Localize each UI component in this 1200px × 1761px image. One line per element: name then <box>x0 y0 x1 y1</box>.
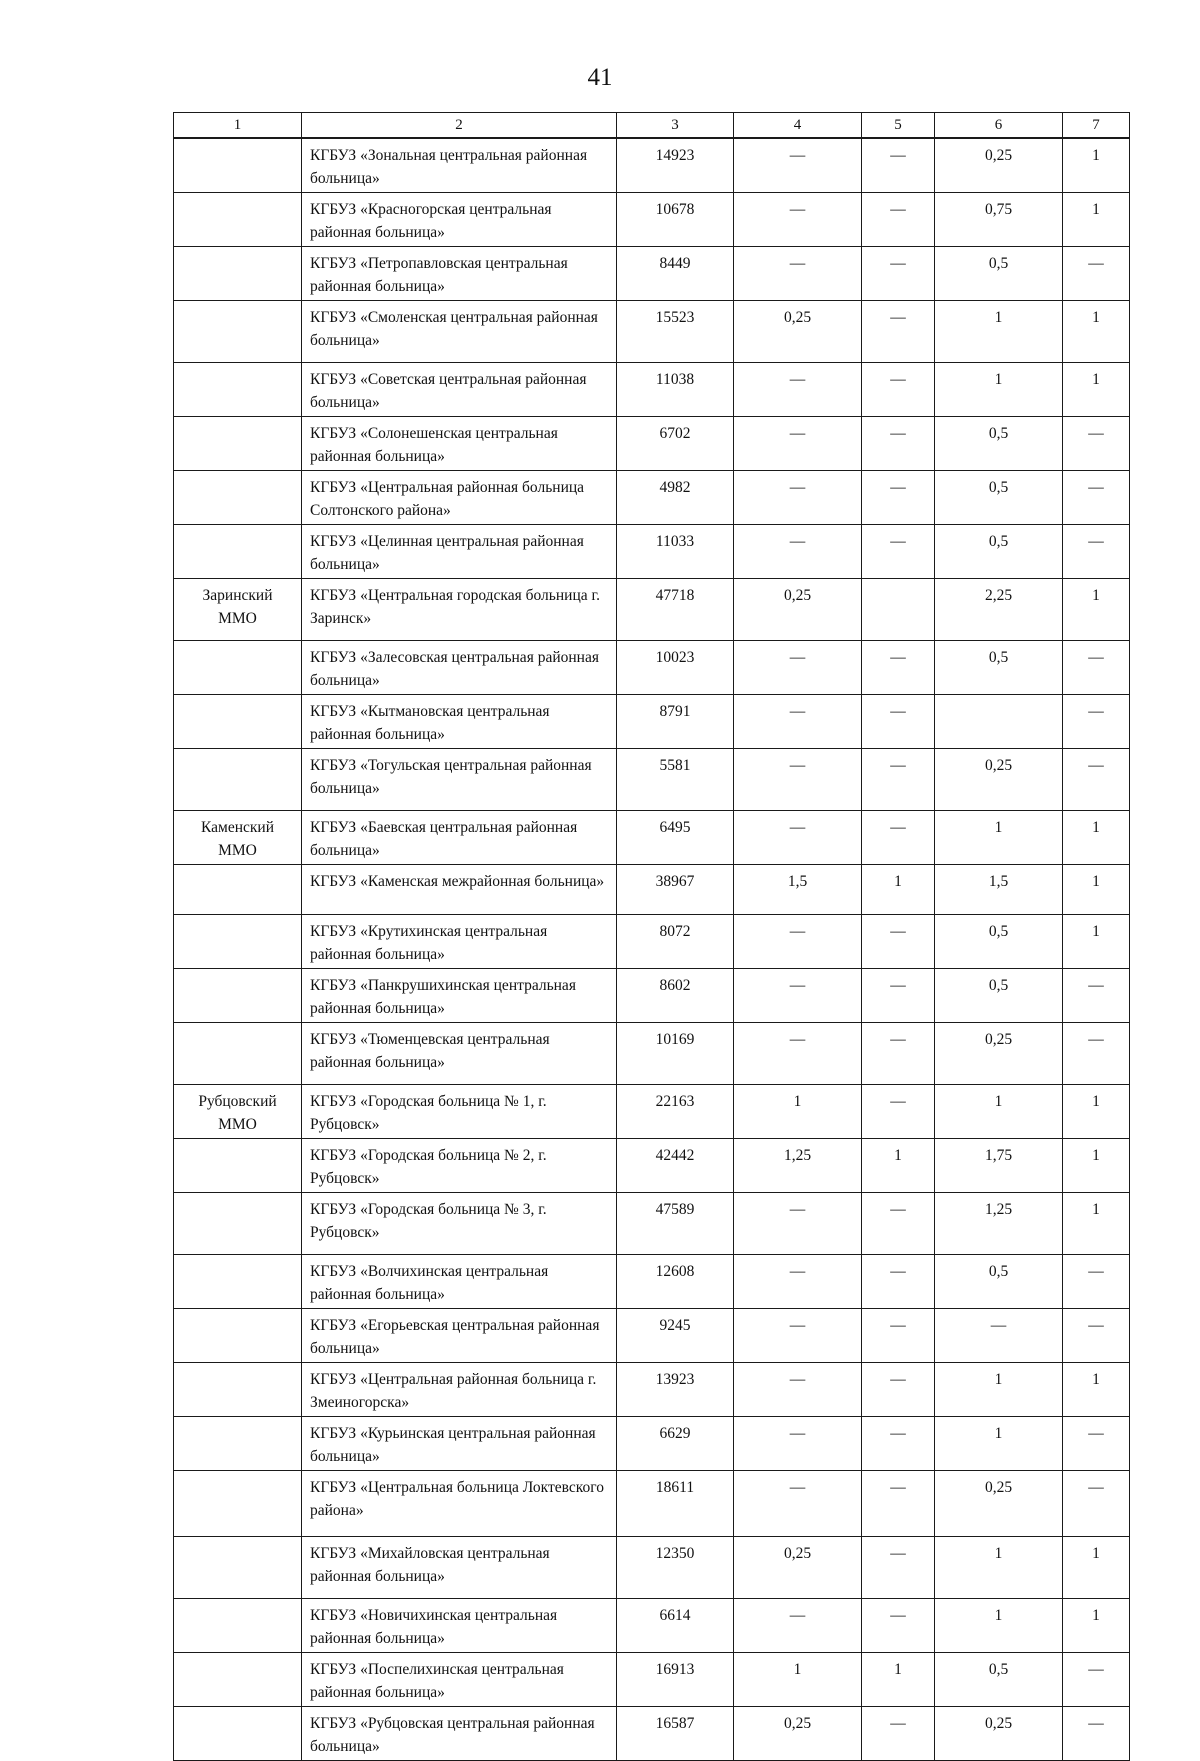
column-4-cell: 1 <box>734 1085 862 1139</box>
column-5-cell: — <box>862 641 935 695</box>
column-6-cell: 0,5 <box>935 1653 1063 1707</box>
column-6-cell: 0,5 <box>935 915 1063 969</box>
column-7-cell: — <box>1063 525 1130 579</box>
column-6-cell: 1 <box>935 1085 1063 1139</box>
district-cell: Рубцовский ММО <box>174 1085 302 1139</box>
population-cell: 10678 <box>617 193 734 247</box>
population-cell: 6702 <box>617 417 734 471</box>
column-5-cell: — <box>862 525 935 579</box>
population-cell: 6629 <box>617 1417 734 1471</box>
column-7-cell: 1 <box>1063 811 1130 865</box>
population-cell: 10023 <box>617 641 734 695</box>
column-6-cell: 0,5 <box>935 969 1063 1023</box>
column-6-cell: 1 <box>935 1417 1063 1471</box>
column-4-cell: 1,5 <box>734 865 862 915</box>
district-cell <box>174 1255 302 1309</box>
column-5-cell: — <box>862 1363 935 1417</box>
district-cell <box>174 1193 302 1255</box>
institution-name-cell: КГБУЗ «Красногорская центральная районная больница» <box>302 193 617 247</box>
column-5-cell: — <box>862 1417 935 1471</box>
district-cell <box>174 865 302 915</box>
column-6-cell: 0,5 <box>935 641 1063 695</box>
district-cell <box>174 1707 302 1761</box>
district-cell <box>174 1537 302 1599</box>
column-6-cell: 0,5 <box>935 1255 1063 1309</box>
institution-name-cell: КГБУЗ «Михайловская центральная районная больница» <box>302 1537 617 1599</box>
table-row <box>174 1537 1130 1599</box>
column-7-cell: 1 <box>1063 1139 1130 1193</box>
page-number: 41 <box>587 64 613 91</box>
column-5-cell: — <box>862 915 935 969</box>
column-header: 3 <box>617 113 734 139</box>
column-4-cell: — <box>734 811 862 865</box>
district-cell <box>174 695 302 749</box>
population-cell: 47589 <box>617 1193 734 1255</box>
column-header: 1 <box>174 113 302 139</box>
institution-name-cell: КГБУЗ «Каменская межрайонная больница» <box>302 865 617 915</box>
institution-name-cell: КГБУЗ «Центральная городская больница г. Заринск» <box>302 579 617 641</box>
table-row <box>174 1599 1130 1653</box>
column-5-cell: — <box>862 1193 935 1255</box>
column-7-cell: 1 <box>1063 1085 1130 1139</box>
column-header: 7 <box>1063 113 1130 139</box>
table-row <box>174 641 1130 695</box>
district-cell: Заринский ММО <box>174 579 302 641</box>
table-row <box>174 417 1130 471</box>
column-6-cell: 1,75 <box>935 1139 1063 1193</box>
column-6-cell: 1 <box>935 1363 1063 1417</box>
column-4-cell: 0,25 <box>734 579 862 641</box>
column-7-cell: — <box>1063 417 1130 471</box>
institution-name-cell: КГБУЗ «Залесовская центральная районная больница» <box>302 641 617 695</box>
column-4-cell: — <box>734 247 862 301</box>
column-5-cell: — <box>862 749 935 811</box>
institution-name-cell: КГБУЗ «Егорьевская центральная районная больница» <box>302 1309 617 1363</box>
institution-name-cell: КГБУЗ «Тюменцевская центральная районная больница» <box>302 1023 617 1085</box>
population-cell: 18611 <box>617 1471 734 1537</box>
table-row <box>174 969 1130 1023</box>
column-7-cell: — <box>1063 1309 1130 1363</box>
institution-name-cell: КГБУЗ «Крутихинская центральная районная больница» <box>302 915 617 969</box>
hospital-table <box>173 112 1130 1761</box>
institution-name-cell: КГБУЗ «Советская центральная районная больница» <box>302 363 617 417</box>
column-header: 4 <box>734 113 862 139</box>
table-row <box>174 471 1130 525</box>
population-cell: 13923 <box>617 1363 734 1417</box>
column-4-cell: 0,25 <box>734 1537 862 1599</box>
column-7-cell: — <box>1063 1653 1130 1707</box>
column-7-cell: — <box>1063 1707 1130 1761</box>
population-cell: 9245 <box>617 1309 734 1363</box>
column-4-cell: — <box>734 1255 862 1309</box>
column-5-cell: — <box>862 301 935 363</box>
column-4-cell: — <box>734 1309 862 1363</box>
column-7-cell: — <box>1063 1255 1130 1309</box>
table-row <box>174 301 1130 363</box>
population-cell: 12350 <box>617 1537 734 1599</box>
table-row <box>174 247 1130 301</box>
population-cell: 16913 <box>617 1653 734 1707</box>
column-5-cell: 1 <box>862 1653 935 1707</box>
institution-name-cell: КГБУЗ «Рубцовская центральная районная больница» <box>302 1707 617 1761</box>
column-7-cell: — <box>1063 471 1130 525</box>
column-5-cell: — <box>862 1255 935 1309</box>
district-cell <box>174 969 302 1023</box>
column-6-cell: — <box>935 1309 1063 1363</box>
column-5-cell: — <box>862 811 935 865</box>
column-5-cell: — <box>862 1599 935 1653</box>
column-6-cell: 0,25 <box>935 138 1063 193</box>
district-cell <box>174 193 302 247</box>
column-4-cell: 0,25 <box>734 1707 862 1761</box>
column-7-cell: 1 <box>1063 579 1130 641</box>
column-5-cell: — <box>862 1085 935 1139</box>
table-row <box>174 695 1130 749</box>
column-4-cell: — <box>734 363 862 417</box>
column-6-cell: 0,25 <box>935 1707 1063 1761</box>
column-4-cell: — <box>734 915 862 969</box>
column-5-cell: — <box>862 969 935 1023</box>
column-6-cell: 0,25 <box>935 1471 1063 1537</box>
column-6-cell: 0,5 <box>935 417 1063 471</box>
column-4-cell: — <box>734 969 862 1023</box>
column-7-cell: 1 <box>1063 193 1130 247</box>
column-5-cell: — <box>862 138 935 193</box>
institution-name-cell: КГБУЗ «Курьинская центральная районная больница» <box>302 1417 617 1471</box>
table-row <box>174 1085 1130 1139</box>
column-5-cell: 1 <box>862 865 935 915</box>
column-6-cell: 0,5 <box>935 525 1063 579</box>
district-cell <box>174 1599 302 1653</box>
column-5-cell: — <box>862 193 935 247</box>
column-7-cell: — <box>1063 1417 1130 1471</box>
district-cell <box>174 1023 302 1085</box>
column-5-cell: — <box>862 363 935 417</box>
population-cell: 8791 <box>617 695 734 749</box>
population-cell: 8072 <box>617 915 734 969</box>
table-row <box>174 811 1130 865</box>
table-row <box>174 1139 1130 1193</box>
column-6-cell: 0,25 <box>935 1023 1063 1085</box>
column-7-cell: 1 <box>1063 1537 1130 1599</box>
institution-name-cell: КГБУЗ «Поспелихинская центральная районная больница» <box>302 1653 617 1707</box>
column-4-cell: — <box>734 193 862 247</box>
column-4-cell: — <box>734 641 862 695</box>
population-cell: 38967 <box>617 865 734 915</box>
institution-name-cell: КГБУЗ «Баевская центральная районная больница» <box>302 811 617 865</box>
column-4-cell: — <box>734 749 862 811</box>
column-4-cell: — <box>734 1471 862 1537</box>
column-4-cell: 0,25 <box>734 301 862 363</box>
column-4-cell: — <box>734 471 862 525</box>
column-7-cell: 1 <box>1063 1599 1130 1653</box>
table-row <box>174 1417 1130 1471</box>
column-6-cell: 1 <box>935 301 1063 363</box>
institution-name-cell: КГБУЗ «Зональная центральная районная больница» <box>302 138 617 193</box>
district-cell <box>174 1653 302 1707</box>
institution-name-cell: КГБУЗ «Городская больница № 2, г. Рубцовск» <box>302 1139 617 1193</box>
population-cell: 16587 <box>617 1707 734 1761</box>
institution-name-cell: КГБУЗ «Волчихинская центральная районная больница» <box>302 1255 617 1309</box>
table-row <box>174 915 1130 969</box>
column-5-cell: — <box>862 471 935 525</box>
district-cell <box>174 915 302 969</box>
column-6-cell: 1,5 <box>935 865 1063 915</box>
column-5-cell: — <box>862 695 935 749</box>
table-row <box>174 363 1130 417</box>
column-7-cell: — <box>1063 1471 1130 1537</box>
district-cell <box>174 417 302 471</box>
column-6-cell: 2,25 <box>935 579 1063 641</box>
column-7-cell: — <box>1063 969 1130 1023</box>
column-5-cell: — <box>862 1471 935 1537</box>
population-cell: 11033 <box>617 525 734 579</box>
population-cell: 47718 <box>617 579 734 641</box>
population-cell: 4982 <box>617 471 734 525</box>
column-6-cell: 0,5 <box>935 247 1063 301</box>
column-4-cell: — <box>734 1193 862 1255</box>
population-cell: 8449 <box>617 247 734 301</box>
column-header: 2 <box>302 113 617 139</box>
table-row <box>174 1309 1130 1363</box>
institution-name-cell: КГБУЗ «Центральная районная больница Солтонского района» <box>302 471 617 525</box>
column-5-cell: — <box>862 1707 935 1761</box>
column-header: 6 <box>935 113 1063 139</box>
table-row <box>174 1653 1130 1707</box>
population-cell: 11038 <box>617 363 734 417</box>
table-row <box>174 579 1130 641</box>
column-6-cell: 1 <box>935 811 1063 865</box>
column-7-cell: 1 <box>1063 1193 1130 1255</box>
column-5-cell: — <box>862 247 935 301</box>
institution-name-cell: КГБУЗ «Петропавловская центральная районная больница» <box>302 247 617 301</box>
column-6-cell: 1 <box>935 363 1063 417</box>
column-6-cell: 0,25 <box>935 749 1063 811</box>
column-7-cell: — <box>1063 695 1130 749</box>
district-cell <box>174 749 302 811</box>
population-cell: 10169 <box>617 1023 734 1085</box>
population-cell: 15523 <box>617 301 734 363</box>
column-7-cell: — <box>1063 247 1130 301</box>
column-5-cell <box>862 579 935 641</box>
table-row <box>174 1193 1130 1255</box>
column-5-cell: — <box>862 1537 935 1599</box>
table-row <box>174 138 1130 193</box>
header-row <box>174 113 1130 139</box>
column-6-cell: 1 <box>935 1537 1063 1599</box>
column-5-cell: — <box>862 1023 935 1085</box>
column-6-cell: 1,25 <box>935 1193 1063 1255</box>
column-7-cell: 1 <box>1063 301 1130 363</box>
column-4-cell: — <box>734 695 862 749</box>
column-4-cell: — <box>734 1599 862 1653</box>
district-cell <box>174 1417 302 1471</box>
column-4-cell: — <box>734 1417 862 1471</box>
district-cell <box>174 247 302 301</box>
population-cell: 42442 <box>617 1139 734 1193</box>
institution-name-cell: КГБУЗ «Смоленская центральная районная больница» <box>302 301 617 363</box>
column-6-cell <box>935 695 1063 749</box>
district-cell <box>174 1139 302 1193</box>
table-row <box>174 525 1130 579</box>
district-cell <box>174 471 302 525</box>
district-cell <box>174 1471 302 1537</box>
column-7-cell: 1 <box>1063 138 1130 193</box>
column-6-cell: 0,5 <box>935 471 1063 525</box>
institution-name-cell: КГБУЗ «Центральная больница Локтевского района» <box>302 1471 617 1537</box>
column-4-cell: — <box>734 138 862 193</box>
table-row <box>174 865 1130 915</box>
district-cell <box>174 1309 302 1363</box>
column-5-cell: — <box>862 417 935 471</box>
column-7-cell: — <box>1063 641 1130 695</box>
column-5-cell: 1 <box>862 1139 935 1193</box>
population-cell: 12608 <box>617 1255 734 1309</box>
institution-name-cell: КГБУЗ «Тогульская центральная районная больница» <box>302 749 617 811</box>
table-row <box>174 1471 1130 1537</box>
institution-name-cell: КГБУЗ «Целинная центральная районная больница» <box>302 525 617 579</box>
column-7-cell: 1 <box>1063 915 1130 969</box>
column-6-cell: 1 <box>935 1599 1063 1653</box>
district-cell <box>174 525 302 579</box>
district-cell <box>174 363 302 417</box>
district-cell: Каменский ММО <box>174 811 302 865</box>
column-5-cell: — <box>862 1309 935 1363</box>
district-cell <box>174 301 302 363</box>
institution-name-cell: КГБУЗ «Городская больница № 1, г. Рубцовск» <box>302 1085 617 1139</box>
district-cell <box>174 138 302 193</box>
column-7-cell: 1 <box>1063 363 1130 417</box>
table-row <box>174 749 1130 811</box>
institution-name-cell: КГБУЗ «Солонешенская центральная районная больница» <box>302 417 617 471</box>
institution-name-cell: КГБУЗ «Новичихинская центральная районная больница» <box>302 1599 617 1653</box>
institution-name-cell: КГБУЗ «Городская больница № 3, г. Рубцовск» <box>302 1193 617 1255</box>
population-cell: 22163 <box>617 1085 734 1139</box>
table-row <box>174 1363 1130 1417</box>
population-cell: 5581 <box>617 749 734 811</box>
column-7-cell: — <box>1063 749 1130 811</box>
table-body <box>174 138 1130 1761</box>
population-cell: 6495 <box>617 811 734 865</box>
column-4-cell: — <box>734 1363 862 1417</box>
column-7-cell: — <box>1063 1023 1130 1085</box>
column-4-cell: 1 <box>734 1653 862 1707</box>
column-header: 5 <box>862 113 935 139</box>
district-cell <box>174 641 302 695</box>
table-row <box>174 1023 1130 1085</box>
column-4-cell: — <box>734 525 862 579</box>
column-4-cell: 1,25 <box>734 1139 862 1193</box>
column-7-cell: 1 <box>1063 1363 1130 1417</box>
population-cell: 6614 <box>617 1599 734 1653</box>
district-cell <box>174 1363 302 1417</box>
table-row <box>174 193 1130 247</box>
population-cell: 14923 <box>617 138 734 193</box>
column-7-cell: 1 <box>1063 865 1130 915</box>
column-4-cell: — <box>734 417 862 471</box>
institution-name-cell: КГБУЗ «Панкрушихинская центральная районная больница» <box>302 969 617 1023</box>
institution-name-cell: КГБУЗ «Кытмановская центральная районная больница» <box>302 695 617 749</box>
population-cell: 8602 <box>617 969 734 1023</box>
table-row <box>174 1255 1130 1309</box>
column-4-cell: — <box>734 1023 862 1085</box>
institution-name-cell: КГБУЗ «Центральная районная больница г. Змеиногорска» <box>302 1363 617 1417</box>
table-row <box>174 1707 1130 1761</box>
column-6-cell: 0,75 <box>935 193 1063 247</box>
